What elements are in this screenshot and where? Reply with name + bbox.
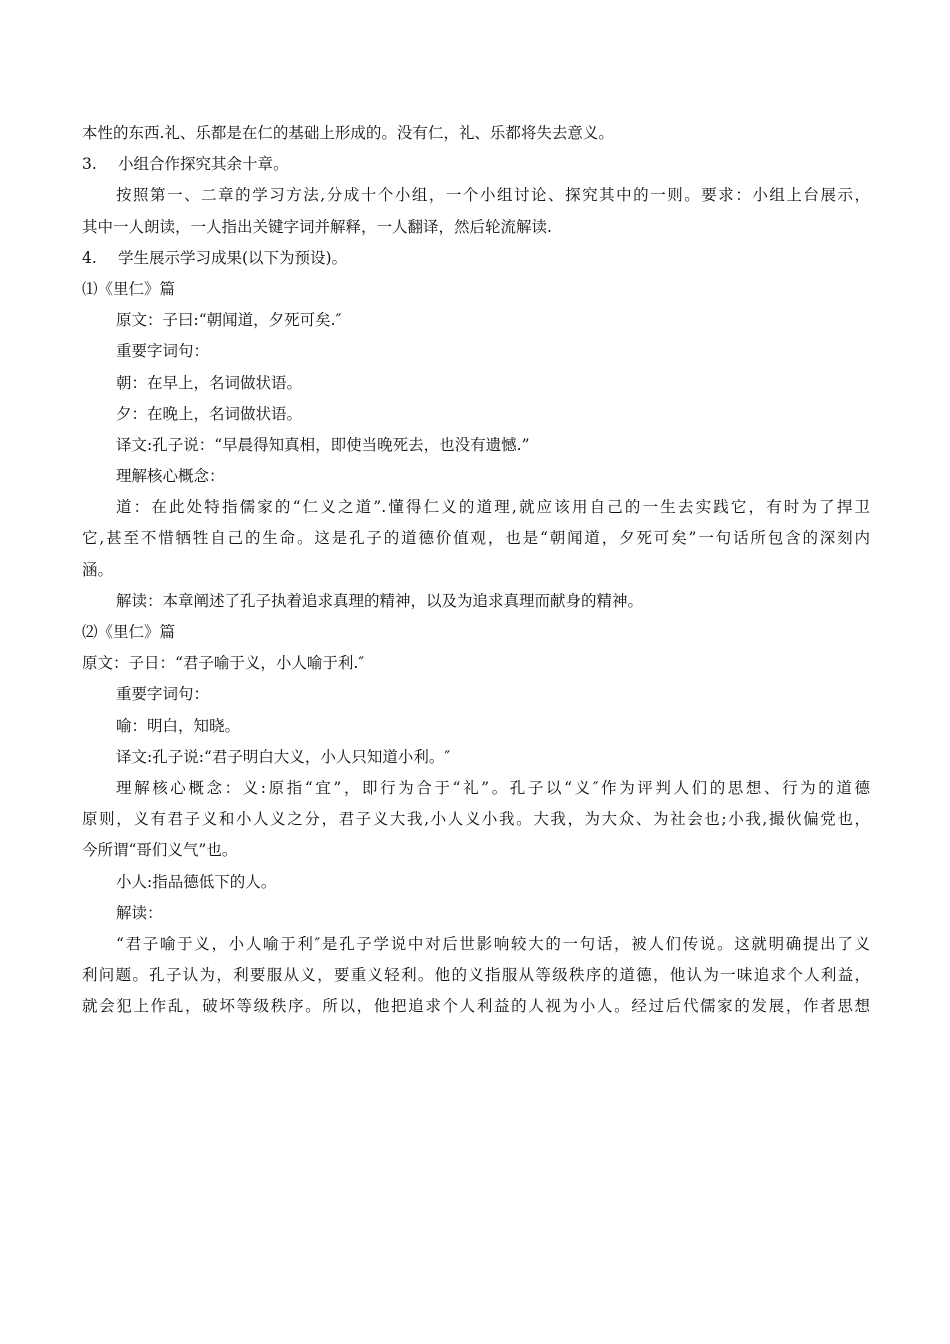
- text-line: [82, 430, 870, 461]
- text-line: [82, 492, 870, 523]
- text-line: [82, 274, 870, 305]
- line-text: 重要字词句：: [116, 685, 210, 704]
- text-line: [82, 711, 870, 742]
- line-text: 学生展示学习成果(以下为预设)。: [118, 248, 348, 267]
- line-text: 利问题。孔子认为，利要服从义，要重义轻利。他的义指服从等级秩序的道德，他认为一味追求个人利益，: [82, 966, 870, 985]
- text-line: [82, 742, 870, 773]
- text-line: [82, 118, 870, 149]
- text-line: [82, 305, 870, 336]
- text-line: [82, 617, 870, 648]
- text-line: [82, 523, 870, 554]
- text-line: [82, 960, 870, 991]
- line-text: 小组合作探究其余十章。: [118, 155, 289, 174]
- text-line: [82, 336, 870, 367]
- line-text: 喻：明白，知晓。: [116, 716, 241, 735]
- line-text: 原文：子曰:“朝闻道，夕死可矣.″: [116, 311, 342, 330]
- line-text: 朝：在早上，名词做状语。: [116, 373, 303, 392]
- list-number: 4.: [82, 248, 97, 267]
- text-line: [82, 929, 870, 960]
- text-line: [82, 867, 870, 898]
- text-line: [82, 461, 870, 492]
- text-line: [82, 212, 870, 243]
- line-text: 原文：子日：“君子喻于义，小人喻于利.″: [82, 654, 365, 673]
- line-text: 就会犯上作乱，破坏等级秩序。所以，他把追求个人利益的人视为小人。经过后代儒家的发展，作者思想: [82, 997, 870, 1016]
- text-line: [82, 399, 870, 430]
- line-text: 译文:孔子说：“早晨得知真相，即使当晚死去，也没有遗憾.”: [116, 435, 530, 454]
- line-text: 理解核心概念：义:原指“宜”，即行为合于“礼”。孔子以“义″作为评判人们的思想、行为的道德: [116, 778, 870, 797]
- line-text: 本性的东西.礼、乐都是在仁的基础上形成的。没有仁，礼、乐都将失去意义。: [82, 124, 614, 142]
- text-line: [82, 180, 870, 211]
- text-line: [82, 555, 870, 586]
- line-text: “君子喻于义，小人喻于利″是孔子学说中对后世影响较大的一句话，被人们传说。这就明确提出了义: [116, 934, 870, 953]
- text-line: [82, 804, 870, 835]
- text-line: [82, 898, 870, 929]
- list-number: 3.: [82, 155, 97, 174]
- line-text: 夕：在晚上，名词做状语。: [116, 404, 303, 423]
- line-text: 它,甚至不惜牺牲自己的生命。这是孔子的道德价值观，也是“朝闻道，夕死可矣”一句话所包含的深刻内: [82, 529, 870, 548]
- line-text: 今所谓“哥们义气”也。: [82, 841, 238, 860]
- text-line: [82, 586, 870, 617]
- text-line: [82, 149, 870, 180]
- text-line: [82, 991, 870, 1022]
- line-text: 涵。: [82, 560, 114, 579]
- line-text: 解读：: [116, 903, 163, 922]
- line-text: ⑵《里仁》篇: [82, 623, 176, 641]
- line-text: 译文:孔子说:“君子明白大义，小人只知道小利。″: [116, 747, 451, 766]
- line-text: 其中一人朗读，一人指出关键字词并解释，一人翻译，然后轮流解读.: [82, 217, 552, 236]
- text-line: [82, 368, 870, 399]
- line-text: 理解核心概念：: [116, 467, 225, 486]
- line-text: 解读：本章阐述了孔子执着追求真理的精神，以及为追求真理而献身的精神。: [116, 591, 644, 610]
- document-page: [82, 118, 870, 1022]
- line-text: ⑴《里仁》篇: [82, 279, 176, 298]
- text-line: [82, 835, 870, 866]
- text-line: [82, 679, 870, 710]
- text-line: [82, 648, 870, 679]
- line-text: 小人:指品德低下的人。: [116, 872, 277, 891]
- line-text: 按照第一、二章的学习方法,分成十个小组，一个小组讨论、探究其中的一则。要求：小组上台展示，: [116, 186, 870, 205]
- line-text: 原则，义有君子义和小人义之分，君子义大我,小人义小我。大我，为大众、为社会也;小我,撮伙偏党也，: [82, 810, 870, 829]
- text-line: [82, 773, 870, 804]
- text-line: [82, 243, 870, 274]
- line-text: 重要字词句：: [116, 342, 210, 361]
- line-text: 道：在此处特指儒家的“仁义之道”.懂得仁义的道理,就应该用自己的一生去实践它，有时为了捍卫: [116, 498, 870, 517]
